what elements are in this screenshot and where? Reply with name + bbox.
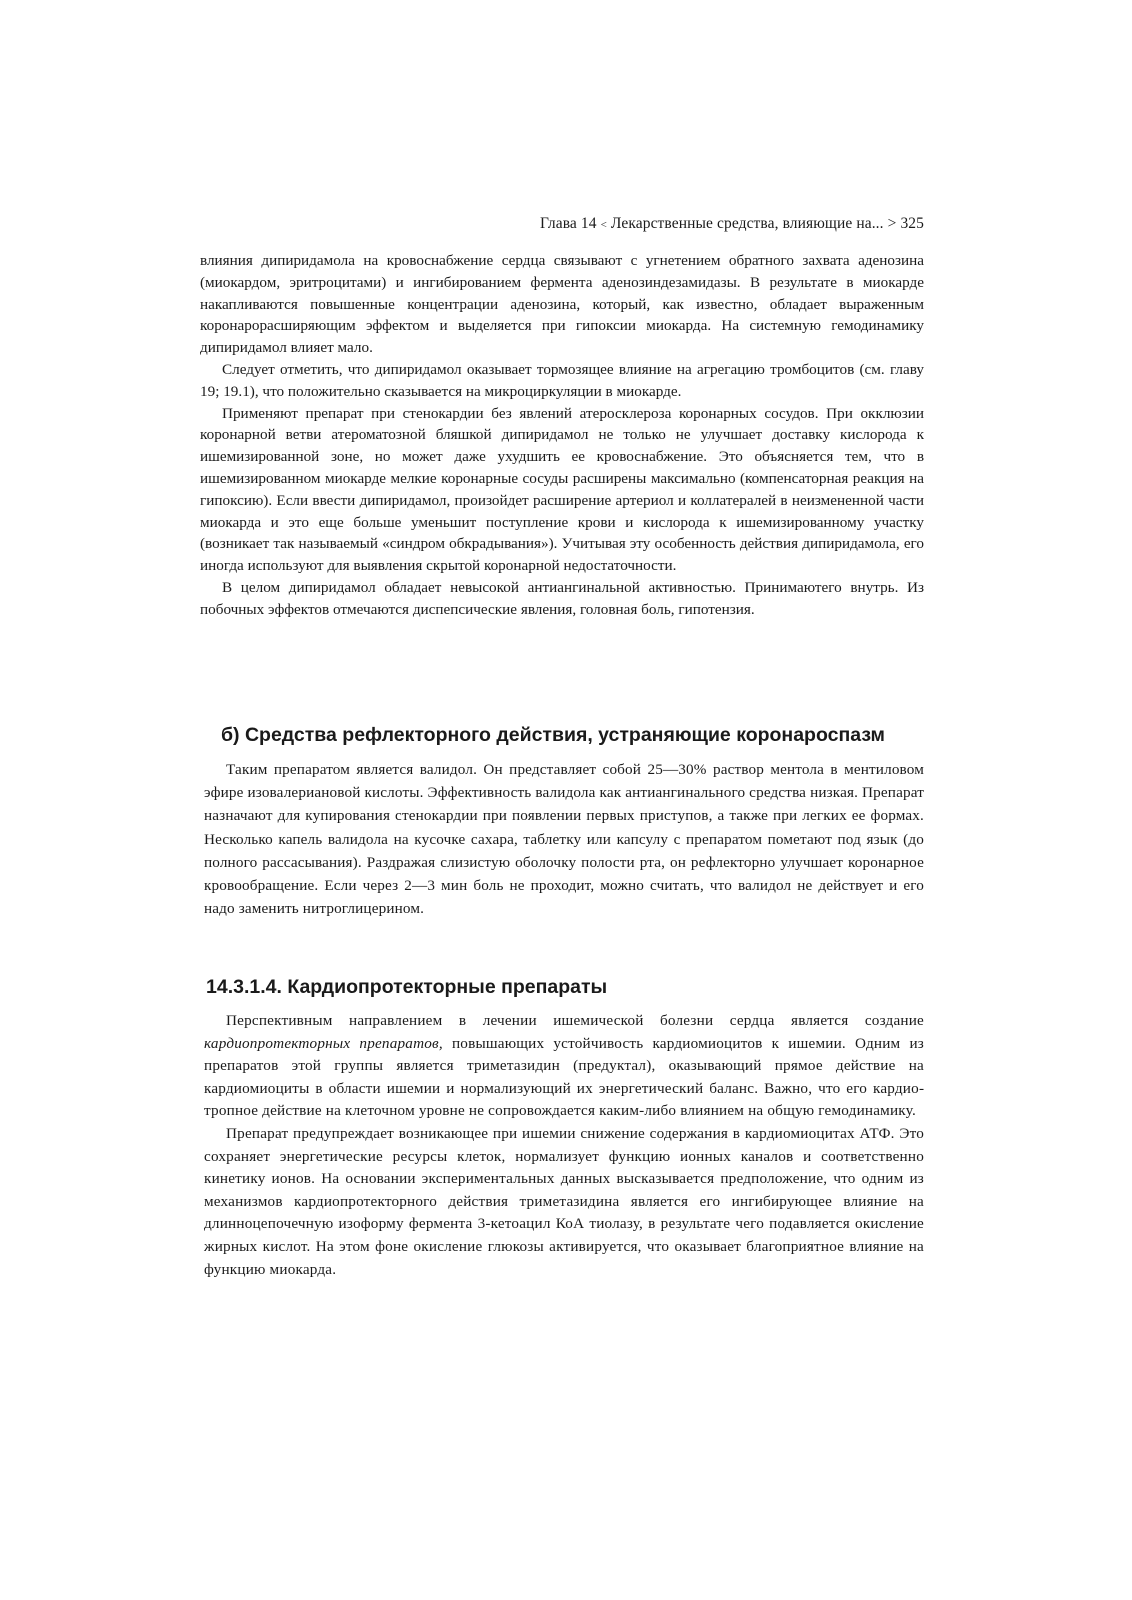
paragraph: Следует отметить, что дипиридамол оказывает тормозящее влияние на агрегацию тромбоцитов (см. главу 19; 19.1), что положительно сказывается на микроциркуляции в миокарде. bbox=[200, 360, 924, 400]
paragraph: Применяют препарат при стенокардии без явлений атеросклероза коронарных сосудов. При окклюзии коронарной ветви атероматозной бляшкой дипиридамол не только не улучшает доставку кислорода к ишемизированной зоне, но может даже ухудшить ее кровоснабжение. Это объясняется тем, что в ишемизированном миокарде мелкие коронарные сосуды расширены максимально (компенсаторная реакция на гипоксию). Если ввести дипиридамол, произойдет расширение артериол и коллатералей в неизмененной части миокарда и это еще больше уменьшит поступление крови и кислорода к ишемизированному участку (возникает так называемый «синдром обкрадывания»). Учитывая эту особенность действия дипиридамола, его иногда используют для выявления скрытой коронарной недостаточности. bbox=[200, 404, 924, 575]
page-number: 325 bbox=[900, 215, 924, 232]
section-heading-cardioprotective: 14.3.1.4. Кардиопротекторные препараты bbox=[206, 976, 608, 998]
text-span: повышающих устойчивость кардиомиоцитов к ишемии. Одним из препаратов этой группы является триметазидин (предуктал), оказывающий прямое действие на кардиомиоциты в области ишемии и нормализующий их энергетический баланс. Важно, что его кардиотропное действие на клеточном уровне не сопровождается каким-либо влиянием на общую гемодинамику. bbox=[204, 1034, 924, 1120]
text-block-cardioprotective bbox=[204, 1010, 924, 1281]
header-chapter: Глава 14 bbox=[539, 215, 597, 232]
header-title: Лекарственные средства, влияющие на... bbox=[610, 215, 884, 232]
section-heading-reflex: б) Средства рефлекторного действия, устраняющие коронароспазм bbox=[221, 724, 885, 746]
header-arrow: > bbox=[887, 215, 897, 232]
header-separator: < bbox=[600, 219, 607, 231]
paragraph: Препарат предупреждает возникающее при ишемии снижение содержания в кардиомиоцитах АТФ. Это сохраняет энергетические ресурсы клеток, нормализует функцию ионных каналов и соответственно кинетику ионов. На основании экспериментальных данных высказывается предположение, что одним из механизмов кардиопротекторного действия триметазидина является его ингибирующее влияние на длинноцепочечную изоформу фермента 3-кетоацил КоА тиолазу, в результате чего подавляется окисление жирных кислот. На этом фоне окисление глюкозы активируется, что оказывает благоприятное влияние на функцию миокарда. bbox=[204, 1124, 924, 1278]
paragraph: Таким препаратом является валидол. Он представляет собой 25—30% раствор ментола в ментиловом эфире изовалериановой кислоты. Эффективность валидола как антиангинального средства низкая. Препарат назначают для купирования стенокардии при появлении первых приступов, а также при легких ее формах. Несколько капель валидола на кусочке сахара, таблетку или капсулу с препаратом пометают под язык (до полного рассасывания). Раздражая слизистую оболочку полости рта, он рефлекторно улучшает коронарное кровообращение. Если через 2—3 мин боль не проходит, можно считать, что валидол не действует и его надо заменить нитроглицерином. bbox=[204, 761, 924, 918]
text-block-dipyridamole bbox=[200, 250, 924, 621]
text-span: Перспективным направлением в лечении ишемической болезни сердца является создание bbox=[226, 1012, 924, 1029]
running-header bbox=[200, 214, 924, 235]
paragraph: В целом дипиридамол обладает невысокой антиангинальной активностью. Принимаютего внутрь. Из побочных эффектов отмечаются диспепсические явления, головная боль, гипотензия. bbox=[200, 578, 924, 618]
italic-term: кардиопротекторных препаратов, bbox=[204, 1034, 443, 1052]
paragraph bbox=[204, 1010, 924, 1123]
text-block-validol bbox=[204, 758, 924, 920]
paragraph: влияния дипиридамола на кровоснабжение сердца связывают с угнетением обратного захвата аденозина (миокардом, эритроцитами) и ингибированием фермента аденозиндезамидазы. В результате в миокарде накапливаются повышенные концентрации аденозина, который, как известно, обладает выраженным коронарорасширяющим эффектом и выделяется при гипоксии миокарда. На системную гемодинамику дипиридамол влияет мало. bbox=[200, 252, 924, 357]
